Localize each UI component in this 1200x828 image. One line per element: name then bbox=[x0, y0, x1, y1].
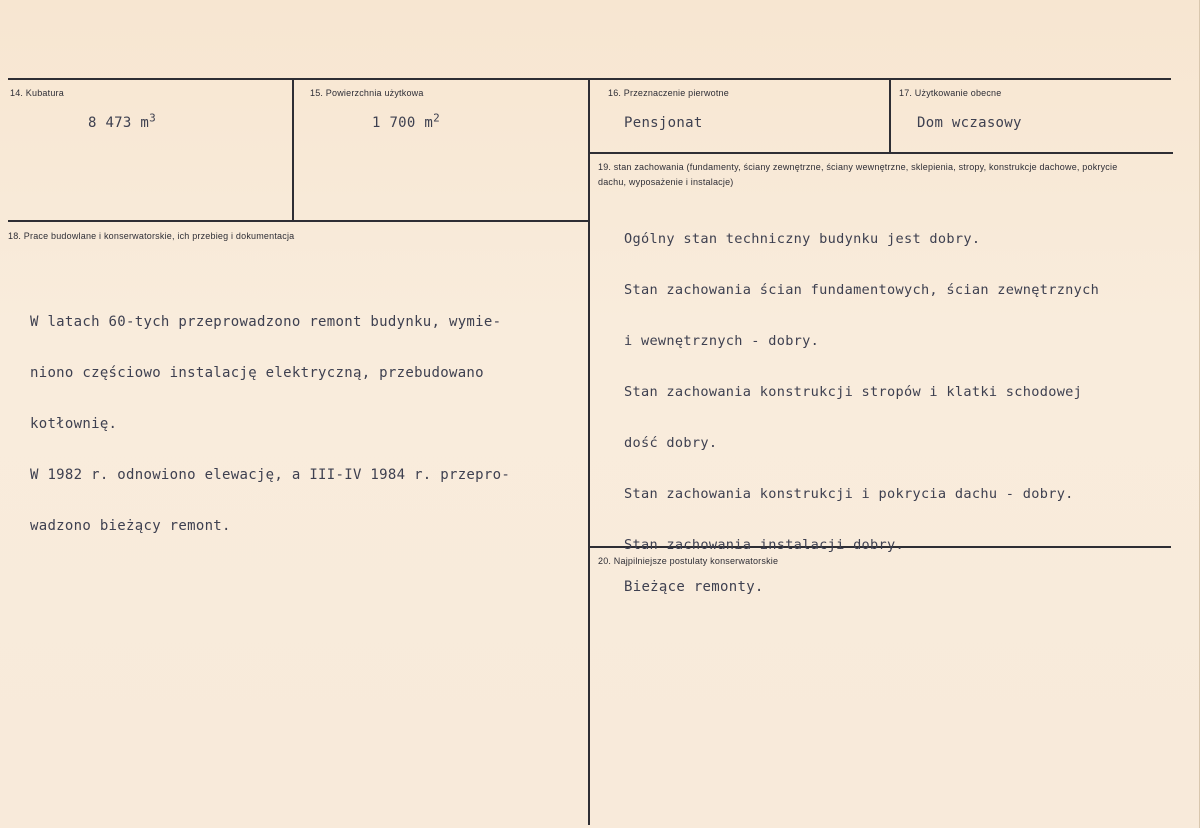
field-18-line: W latach 60-tych przeprowadzono remont budynku, wymie- bbox=[30, 314, 502, 330]
field-19-line: i wewnętrznych - dobry. bbox=[624, 333, 820, 349]
field-19-text bbox=[624, 197, 1099, 588]
field-20-value: Bieżące remonty. bbox=[624, 579, 764, 595]
field-15-label: 15. Powierzchnia użytkowa bbox=[310, 88, 424, 98]
field-19-label: 19. stan zachowania (fundamenty, ściany zewnętrzne, ściany wewnętrzne, sklepienia, stropy, konstrukcje dachowe, pokrycie dachu, wyposażenie i instalacje) bbox=[598, 162, 1118, 187]
field-17-value: Dom wczasowy bbox=[917, 115, 1022, 131]
field-18-line: niono częściowo instalację elektryczną, przebudowano bbox=[30, 365, 484, 381]
field-18-label: 18. Prace budowlane i konserwatorskie, ich przebieg i dokumentacja bbox=[8, 231, 295, 241]
field-18-line: kotłownię. bbox=[30, 416, 118, 432]
field-14-label: 14. Kubatura bbox=[10, 88, 64, 98]
field-16-value: Pensjonat bbox=[624, 115, 703, 131]
field-20-label: 20. Najpilniejsze postulaty konserwatorskie bbox=[598, 556, 779, 566]
field-14-value bbox=[88, 111, 157, 132]
divider-14-15 bbox=[292, 80, 294, 222]
field-14-unit-exponent: 3 bbox=[149, 111, 157, 125]
field-19-line: Ogólny stan techniczny budynku jest dobry. bbox=[624, 231, 981, 247]
field-15-unit-exponent: 2 bbox=[433, 111, 441, 125]
field-14-number: 8 473 m bbox=[88, 115, 150, 131]
field-16-label: 16. Przeznaczenie pierwotne bbox=[608, 88, 729, 98]
rule-under-14-15 bbox=[8, 220, 590, 222]
field-18-text bbox=[30, 280, 510, 569]
rule-under-16-17 bbox=[590, 152, 1173, 154]
field-18-line: W 1982 r. odnowiono elewację, a III-IV 1984 r. przepro- bbox=[30, 467, 511, 483]
field-19-line: Stan zachowania konstrukcji stropów i klatki schodowej bbox=[624, 384, 1083, 400]
main-vertical-divider bbox=[588, 80, 590, 825]
field-15-number: 1 700 m bbox=[372, 115, 434, 131]
field-18-line: wadzono bieżący remont. bbox=[30, 518, 231, 534]
field-19-line: Stan zachowania instalacji dobry. bbox=[624, 537, 904, 553]
field-19-line: Stan zachowania konstrukcji i pokrycia dachu - dobry. bbox=[624, 486, 1074, 502]
field-19-line: dość dobry. bbox=[624, 435, 718, 451]
field-17-label: 17. Użytkowanie obecne bbox=[899, 88, 1002, 98]
field-15-value bbox=[372, 111, 441, 132]
divider-16-17 bbox=[889, 80, 891, 152]
field-19-line: Stan zachowania ścian fundamentowych, ścian zewnętrznych bbox=[624, 282, 1100, 298]
